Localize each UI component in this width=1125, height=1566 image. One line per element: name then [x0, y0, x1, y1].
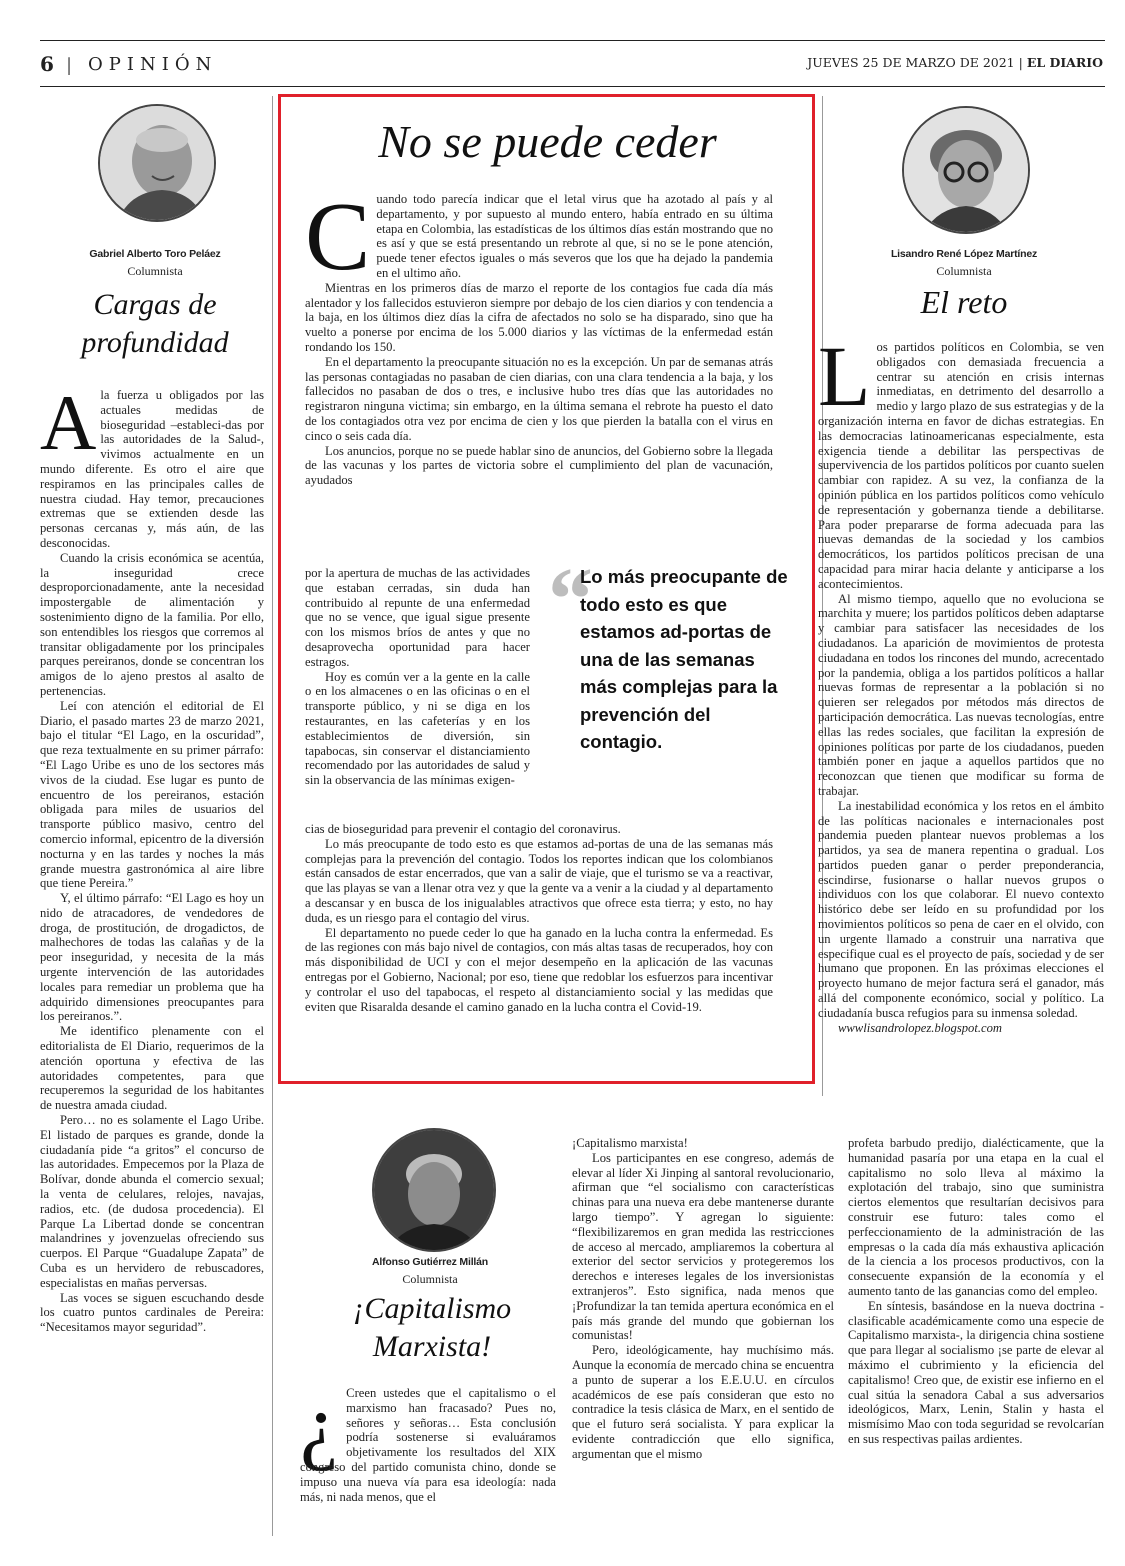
column-title-left-line1: Cargas de	[93, 288, 217, 321]
left-paragraph: la fuerza u obligados por las actuales medidas de bioseguridad –estableci-das por las autoridades de la Salud-, vivimos actualmente en un mundo diferente. Es otro el aire que respiramos en las principales calles de nuestra ciudad. Hay temor, precauciones extremas que se extienden desde las personas cercanas y, más aún, de las desconocidas.	[40, 388, 264, 550]
bottom-col-3	[848, 1136, 1104, 1447]
author-portrait-right	[902, 106, 1030, 234]
author-website: wwwlisandrolopez.blogspot.com	[838, 1020, 1002, 1035]
author-role-bottom: Columnista	[402, 1272, 458, 1286]
column-title-left-line2: profundidad	[81, 326, 229, 359]
header-separator: |	[66, 55, 73, 76]
column-title-bottom-line2: Marxista!	[372, 1330, 492, 1363]
bottom-paragraph: Los participantes en ese congreso, además de elevar al líder Xi Jinping al santoral revolucionario, afirman que “el socialismo con características chinas para una nueva era debe mantenerse durante largo tiempo”. Y agregan lo siguiente: “flexibilizaremos en gran medida las restricciones de acceso al mercado, ampliaremos la cobertura al exterior del sector servicios y protegeremos los derechos e intereses legales de los inversionistas extranjeros”. Esto significa, nada menos que ¡Profundizar la tan temida apertura económica en el país más grande del mundo que gobiernan los comunistas!	[572, 1150, 834, 1343]
left-paragraph: Me identifico plenamente con el editorialista de El Diario, requerimos de la atención oportuna y efectiva de las autoridades competentes, para que recuperemos la seguridad de los habitantes de nuestra amada ciudad.	[40, 1024, 264, 1113]
column-title-right: El reto	[920, 284, 1008, 320]
dropcap-bottom: ¿	[300, 1376, 339, 1472]
header-date-line	[807, 55, 1103, 70]
page-number: 6	[40, 52, 56, 76]
column-divider-left	[272, 96, 273, 1536]
editorial-paragraph: En el departamento la preocupante situación no es la excepción. Un par de semanas atrás las personas contagiadas no pasaban de cien diarias, con una clara tendencia a la baja, y los fallecidos no pasaban de dos o tres, e inclusive hubo tres días que las autoridades no registraron ninguna victima; sin embargo, en la última semana el rebrote ha puesto el dato de los contagiados otra vez por encima de cien y los que pierden la batalla con el virus en cinco o seis cada día.	[305, 354, 773, 443]
author-name-bottom: Alfonso Gutiérrez Millán	[372, 1256, 488, 1268]
editorial-paragraph: Hoy es común ver a la gente en la calle o en los almacenes o en las oficinas o en el transporte público, y ni se diga en los restaurantes, en las cafeterías y en los establecimientos de diversión, sin tapabocas, sin conservar el distanciamiento recomendado por las autoridades de salud y sin la observancia de las mínimas exigen-	[305, 669, 530, 788]
left-paragraph: Cuando la crisis económica se acentúa, la inseguridad crece desproporcionadamente, ante la necesidad impostergable de alimentación y sostenimiento digno de la familia. Por ello, son entendibles los riesgos que corremos al transitar obligadamente por los principales parques pereiranos, donde se concentran los amigos de lo ajeno prestos al asalto de pertenencias.	[40, 550, 264, 698]
header-rule	[40, 86, 1105, 87]
bottom-paragraph: Creen ustedes que el capitalismo o el marxismo han fracasado? Pues no, señores y señoras… Esta conclusión podría sostenerse si evaluáramos objetivamente los resultados del XIX congreso del partido comunista chino, donde se impuso una nueva vía para esa ideología: nada más, ni nada menos, que el	[300, 1386, 556, 1504]
left-column-body	[40, 379, 264, 1528]
editorial-paragraph: por la apertura de muchas de las actividades que estaban cerradas, sin duda han contribuido al repunte de una enfermedad que no se vence, que igual sigue presente con los mismos bríos de antes y que no desaprovecha oportunidad para hacer estragos.	[305, 566, 530, 669]
bottom-paragraph: En síntesis, basándose en la nueva doctrina -clasificable académicamente como una especie de Capitalismo marxista-, la dirigencia china sostiene que para llegar al socialismo ¡se parte de elevar al máximo el cubrimiento y la eficiencia del capitalismo! Creo que, de existir ese infierno en el cual sitúa la senadora Cabal a sus adversarios ideológicos, Marx, Lenin, Stalin y hasta el mismísimo Mao con toda seguridad se revolcarían en sus respectivas pailas ardientes.	[848, 1298, 1104, 1446]
author-portrait-bottom	[372, 1128, 496, 1252]
portrait-photo	[904, 108, 1028, 232]
right-paragraph: os partidos políticos en Colombia, se ven obligados con demasiada frecuencia a centrar su atención en crisis internas inmediatas, en detrimento del desarrollo a medio y largo plazo de sus estrategias y de la organización interna en favor de dichas estrategias. En las democracias latinoamericanas especialmente, esta exigencia tiende a debilitar las perspectivas de supervivencia de los partidos políticos por cuanto suelen cambiar con rapidez. A su vez, la confianza de la opinión pública en los partidos políticos como vehículo de representación y gobernanza tiende a debilitarse. Para poder prepararse de forma adecuada para las nuevas demandas de la sociedad y los cambios democráticos, los partidos políticos precisan de una capacidad para mirar hacia delante y anticiparse a los acontecimientos.	[818, 340, 1104, 591]
left-paragraph: Leí con atención el editorial de El Diario, el pasado martes 23 de marzo 2021, bajo el titular “El Lago, en la oscuridad”, que reza textualmente en su primer párrafo: “El Lago Uribe es uno de los sectores más vivos de la ciudad. Ese lugar es punto de encuentro de los pereiranos, estación obligada para miles de usuarios del transporte público masivo, centro del comercio informal, epicentro de la diversión nocturna y en las tardes y noches la más grande muestra gastronómica al aire libre que tiene Pereira.”	[40, 698, 264, 891]
editorial-paragraph: Mientras en los primeros días de marzo el reporte de los contagios fue cada día más alentador y los fallecidos estuvieron siempre por debajo de los cien diarios y con tendencia a la baja, en los últimos diez días la cifra de afectados no solo se ha disparado, sino que ha vuelto a ponerse por encima de los 5.000 diarios y las víctimas de la enfermedad están rondando los 150.	[305, 280, 773, 354]
editorial-paragraph: cias de bioseguridad para prevenir el contagio del coronavirus.	[305, 822, 621, 836]
bottom-col-2	[572, 1136, 834, 1462]
dropcap-editorial: C	[305, 183, 371, 291]
portrait-photo	[374, 1130, 494, 1250]
date-separator: |	[1014, 55, 1027, 70]
editorial-body-bottom	[305, 822, 773, 1014]
quote-mark-icon: “	[548, 550, 593, 649]
bottom-paragraph: Pero, ideológicamente, hay muchísimo más. Aunque la economía de mercado china se encuentra a punto de superar a los E.E.U.U. en círculos académicos de ese país consideran que esto no contradice la tesis clásica de Marx, en el sentido de que el futuro será socialista. Y para explicar la evidente contradicción que ello significa, argumentan que el mismo	[572, 1343, 834, 1461]
editorial-paragraph: Los anuncios, porque no se puede hablar sino de anuncios, del Gobierno sobre la llegada de las vacunas y los partes de victoria sobre el cumplimiento del plan de vacunación, ayudados	[305, 443, 773, 488]
bottom-paragraph: profeta barbudo predijo, dialécticamente, que la humanidad pasaría por una etapa en la cual el capitalismo no solo lleva al máximo la explotación del trabajo, sino que suministra ciertos elementos que resultarían decisivos para construir ese futuro: tales como el perfeccionamiento de la administración de las empresas o la cada día más exhaustiva aplicación de la ciencia a los procesos productivos, con la consecuente expansión de la economía y el aumento tanto de las ganancias como del empleo.	[848, 1136, 1104, 1298]
column-title-bottom	[318, 1290, 546, 1366]
author-name-right: Lisandro René López Martínez	[890, 248, 1038, 260]
right-paragraph: Al mismo tiempo, aquello que no evoluciona se marchita y muere; los partidos políticos deben adaptarse y cambiar para satisfacer las necesidades de los ciudadanos. La aparición de movimientos de protesta ciudadana en todos los rincones del mundo, acrecentado por la pandemia, obliga a los partidos políticos a hallar nuevas formas de representar a la población si no quieren ser relegados por métodos más directos de participación democrática. Las nuevas tecnologías, entre ellas las redes sociales, que facilitan la expresión de opiniones políticas por parte de los ciudadanos, pueden también poner en jaque a aquellos partidos que no reconozcan que tienen que modificar su forma de trabajar.	[818, 591, 1104, 798]
right-column-body	[818, 328, 1104, 1035]
editorial-body-top	[305, 183, 773, 488]
dropcap-left: A	[40, 379, 97, 466]
editorial-title: No se puede ceder	[378, 116, 717, 167]
bottom-paragraph: ¡Capitalismo marxista!	[572, 1136, 688, 1150]
left-paragraph: Las voces se siguen escuchando desde los cuatro puntos cardinales de Pereira: “Necesitamos mayor seguridad”.	[40, 1290, 264, 1335]
bottom-col-1	[300, 1376, 556, 1504]
right-paragraph: La inestabilidad económica y los retos en el ámbito de las políticas nacionales e internacionales post pandemia pueden plantear nuevos problemas a los partidos, ya sea de manera repentina o gradual. Los partidos pueden ganar o perder preponderancia, escindirse, fusionarse o hallar nuevos grupos o individuos con los que colaborar. El nuevo contexto histórico debe ser leído en su profundidad por los movimientos políticos so pena de caer en el olvido, con un urgente llamado a construir una narrativa que especifique cual es el proyecto de país, sociedad y de ser humano que proponen. En las próximas elecciones el proyecto humano de mejor factura será el ganador, más allá del componente económico, social y político. La ciudadanía busca refugios para su inmensa soledad.	[818, 798, 1104, 1020]
left-paragraph: Y, el último párrafo: “El Lago es hoy un nido de atracadores, de vendedores de droga, de prostitución, de drogadictos, de malhechores de todas las calañas y de la peor inseguridad, y necesita de la más urgente intervención de las autoridades locales para remediar un problema que ha adquirido dimensiones preocupantes para los pereiranos.”.	[40, 891, 264, 1024]
newspaper-name: EL DIARIO	[1026, 55, 1103, 70]
editorial-paragraph: uando todo parecía indicar que el letal virus que ha azotado al país y al departamento, y por supuesto al mundo entero, había entrado en su última etapa en Colombia, las estadísticas de los últimos días están mostrando que no es así y que se está presentando un rebrote al que, si no se le pone atención, puede tener efectos iguales o más severos que los que ha dejado la pandemia en el ultimo año.	[376, 192, 773, 280]
column-title-bottom-line1: ¡Capitalismo	[352, 1292, 512, 1325]
author-name-left: Gabriel Alberto Toro Peláez	[89, 248, 221, 260]
portrait-photo	[100, 106, 214, 220]
editorial-body-narrow	[305, 566, 530, 788]
editorial-paragraph: El departamento no puede ceder lo que ha ganado en la lucha contra la enfermedad. Es de las regiones con más bajo nivel de contagios, con más altas tasas de recuperados, hoy con más disponibilidad de UCI y con el mejor desempeño en la aplicación de las vacunas entregas por el Gobierno, Nacional; por eso, tiene que redoblar los esfuerzos para incentivar y controlar el uso del tapabocas, el respeto al distanciamiento social y las medidas que eviten que Risaralda desande el camino ganado en la lucha contra el Covid-19.	[305, 925, 773, 1014]
issue-date: JUEVES 25 DE MARZO DE 2021	[807, 55, 1015, 70]
editorial-paragraph: Lo más preocupante de todo esto es que estamos ad-portas de una de las semanas más complejas para la prevención del contagio. Todos los reportes indican que los colombianos están cansados de estar encerrados, que van a salir de viaje, que el turismo se va a reactivar, que las playas se van a llenar otra vez y que la gente va a venir a la ciudad y al departamento a descansar y en busca de los inigualables atractivos que ofrece esta tierra; y esto, no hay duda, es un riesgo para el contagio del virus.	[305, 836, 773, 925]
column-title-left	[40, 286, 270, 362]
section-name: OPINIÓN	[88, 54, 218, 75]
top-rule	[40, 40, 1105, 41]
dropcap-right: L	[818, 328, 871, 424]
author-portrait-left	[98, 104, 216, 222]
left-paragraph: Pero… no es solamente el Lago Uribe. El listado de parques es grande, donde la ciudadanía pide “a gritos” el concurso de las autoridades. Empecemos por la Plaza de Bolívar, donde abunda el comercio sexual; la venta de celulares, relojes, navajas, radios, etc. (de dudosa procedencia). El Parque La Libertad donde se concentran malandrines y jovenzuelas ofreciendo sus cuerpos. El Parque “Guadalupe Zapata” de Cuba es un hervidero de rebuscadores, especialistas en mañas perversas.	[40, 1113, 264, 1290]
author-role-right: Columnista	[936, 264, 992, 278]
author-role-left: Columnista	[127, 264, 183, 278]
editorial-pullquote: Lo más preocupante de todo esto es que estamos ad-portas de una de las semanas más complejas para la prevención del contagio.	[580, 566, 788, 752]
